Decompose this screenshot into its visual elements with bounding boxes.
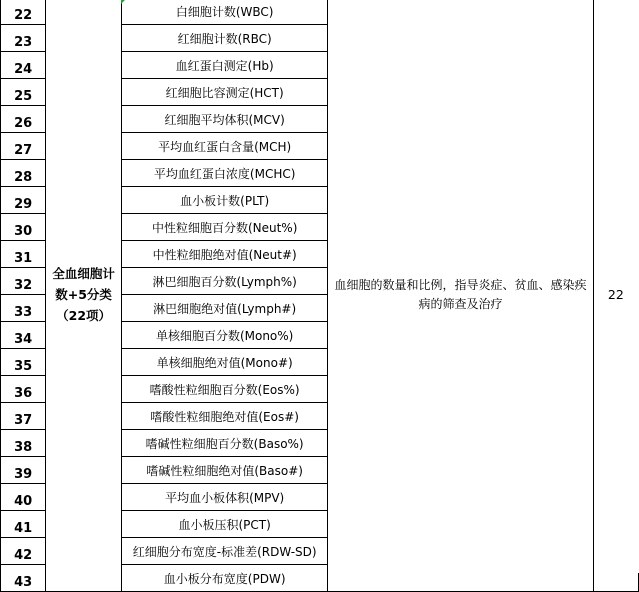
test-item-cell[interactable]: 血小板计数(PLT) bbox=[121, 187, 327, 214]
row-number-cell[interactable]: 22 bbox=[1, 0, 46, 25]
test-item-cell[interactable]: 白细胞计数(WBC) bbox=[121, 0, 327, 25]
category-cell[interactable] bbox=[46, 0, 122, 592]
test-item-cell[interactable]: 血红蛋白测定(Hb) bbox=[121, 52, 327, 79]
category-text-line3: （22项） bbox=[56, 308, 112, 323]
test-item-cell[interactable]: 红细胞计数(RBC) bbox=[121, 25, 327, 52]
test-item-cell[interactable]: 嗜碱性粒细胞绝对值(Baso#) bbox=[121, 457, 327, 484]
row-number-cell[interactable]: 27 bbox=[1, 133, 46, 160]
test-item-cell[interactable]: 血小板分布宽度(PDW) bbox=[121, 565, 327, 592]
row-number-cell[interactable]: 24 bbox=[1, 52, 46, 79]
row-number-cell[interactable]: 35 bbox=[1, 349, 46, 376]
row-number-cell[interactable]: 28 bbox=[1, 160, 46, 187]
row-number-cell[interactable]: 42 bbox=[1, 538, 46, 565]
test-item-cell[interactable]: 淋巴细胞百分数(Lymph%) bbox=[121, 268, 327, 295]
row-number-cell[interactable]: 40 bbox=[1, 484, 46, 511]
test-item-cell[interactable]: 单核细胞绝对值(Mono#) bbox=[121, 349, 327, 376]
description-cell[interactable]: 血细胞的数量和比例，指导炎症、贫血、感染疾病的筛查及治疗 bbox=[328, 0, 593, 592]
row-number-cell[interactable]: 37 bbox=[1, 403, 46, 430]
item-count-cell[interactable]: 22 bbox=[593, 0, 638, 592]
category-text-line1: 全血细胞计 bbox=[52, 266, 115, 281]
test-item-cell[interactable]: 单核细胞百分数(Mono%) bbox=[121, 322, 327, 349]
test-item-cell[interactable]: 平均血红蛋白浓度(MCHC) bbox=[121, 160, 327, 187]
category-text-line2: 数+5分类 bbox=[55, 287, 112, 302]
table-body bbox=[1, 0, 639, 592]
test-item-cell[interactable]: 嗜酸性粒细胞百分数(Eos%) bbox=[121, 376, 327, 403]
test-item-cell[interactable]: 红细胞平均体积(MCV) bbox=[121, 106, 327, 133]
row-number-cell[interactable]: 43 bbox=[1, 565, 46, 592]
row-number-cell[interactable]: 26 bbox=[1, 106, 46, 133]
row-number-cell[interactable]: 30 bbox=[1, 214, 46, 241]
row-number-cell[interactable]: 31 bbox=[1, 241, 46, 268]
test-item-cell[interactable]: 嗜碱性粒细胞百分数(Baso%) bbox=[121, 430, 327, 457]
test-item-cell[interactable]: 血小板压积(PCT) bbox=[121, 511, 327, 538]
row-number-cell[interactable]: 39 bbox=[1, 457, 46, 484]
test-item-cell[interactable]: 淋巴细胞绝对值(Lymph#) bbox=[121, 295, 327, 322]
row-number-cell[interactable]: 32 bbox=[1, 268, 46, 295]
row-number-cell[interactable]: 36 bbox=[1, 376, 46, 403]
row-number-cell[interactable]: 29 bbox=[1, 187, 46, 214]
test-item-cell[interactable]: 嗜酸性粒细胞绝对值(Eos#) bbox=[121, 403, 327, 430]
cell-comment-marker-icon bbox=[121, 0, 127, 4]
row-number-cell[interactable]: 23 bbox=[1, 25, 46, 52]
row-number-cell[interactable]: 38 bbox=[1, 430, 46, 457]
test-item-cell[interactable]: 平均血红蛋白含量(MCH) bbox=[121, 133, 327, 160]
row-number-cell[interactable]: 33 bbox=[1, 295, 46, 322]
table-row bbox=[1, 0, 639, 25]
test-item-cell[interactable]: 中性粒细胞绝对值(Neut#) bbox=[121, 241, 327, 268]
test-item-cell[interactable]: 平均血小板体积(MPV) bbox=[121, 484, 327, 511]
test-item-cell[interactable]: 红细胞分布宽度-标准差(RDW-SD) bbox=[121, 538, 327, 565]
row-number-cell[interactable]: 25 bbox=[1, 79, 46, 106]
test-item-cell[interactable]: 中性粒细胞百分数(Neut%) bbox=[121, 214, 327, 241]
row-number-cell[interactable]: 34 bbox=[1, 322, 46, 349]
test-item-cell[interactable]: 红细胞比容测定(HCT) bbox=[121, 79, 327, 106]
row-number-cell[interactable]: 41 bbox=[1, 511, 46, 538]
